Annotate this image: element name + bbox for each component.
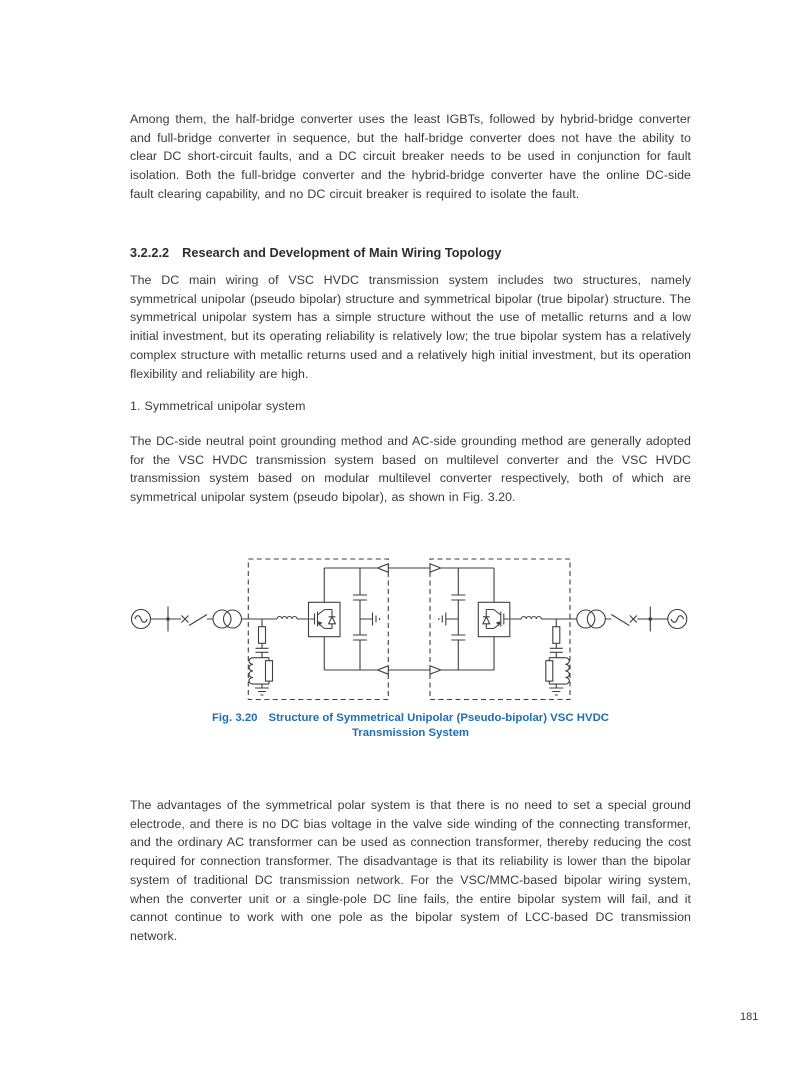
section-number: 3.2.2.2 [130,245,170,260]
circuit-diagram-symmetrical-unipolar [120,540,695,710]
section-heading [130,246,691,260]
page-number: 181 [740,1011,759,1023]
paragraph-converter-comparison: Among them, the half-bridge converter uses the least IGBTs, followed by hybrid-bridge converter and full-bridge converter in sequence, but the half-bridge converter does not have the ability to clear DC short-circuit faults, and a DC circuit breaker needs to be used in conjunction for fault isolation. Both the full-bridge converter and the hybrid-bridge converter have the online DC-side fault clearing capability, and no DC circuit breaker is required to isolate the fault. [130,112,691,201]
figure-caption [130,711,691,742]
figure-caption-label: Fig. 3.20 [211,712,258,724]
converter-station-left [132,559,431,700]
converter-station-right [388,559,687,700]
paragraph-main-wiring-structures: The DC main wiring of VSC HVDC transmission system includes two structures, namely symmetrical unipolar (pseudo bipolar) structure and symmetrical bipolar (true bipolar) structure. The symmetrical unipolar system has a simple structure without the use of metallic returns and a low initial investment, but its operating reliability is relatively low; the true bipolar system has a relatively complex structure with metallic returns used and a relatively high initial investment, but its operation flexibility and reliability are high. [130,273,691,381]
paragraph-advantages-disadvantages: The advantages of the symmetrical polar system is that there is no need to set a special ground electrode, and there is no DC bias voltage in the valve side winding of the connecting transformer, and the ordinary AC transformer can be used as connection transformer, thereby reducing the cost required for connection transformer. The disadvantage is that its reliability is lower than the bipolar system of traditional DC transmission network. For the VSC/MMC-based bipolar wiring system, when the converter unit or a single-pole DC line fails, the entire bipolar system will fail, and it cannot continue to work with one pole as the bipolar system of LCC-based DC transmission network. [130,798,691,943]
list-item-heading: 1. Symmetrical unipolar system [130,399,306,413]
figure-caption-text: Structure of Symmetrical Unipolar (Pseudo-bipolar) VSC HVDC Transmission System [268,712,610,740]
section-title: Research and Development of Main Wiring Topology [182,245,502,260]
paragraph-grounding-method: The DC-side neutral point grounding method and AC-side grounding method are generally adopted for the VSC HVDC transmission system based on multilevel converter and the VSC HVDC transmission system based on modular multilevel converter respectively, both of which are symmetrical unipolar system (pseudo bipolar), as shown in Fig. 3.20. [130,434,691,505]
